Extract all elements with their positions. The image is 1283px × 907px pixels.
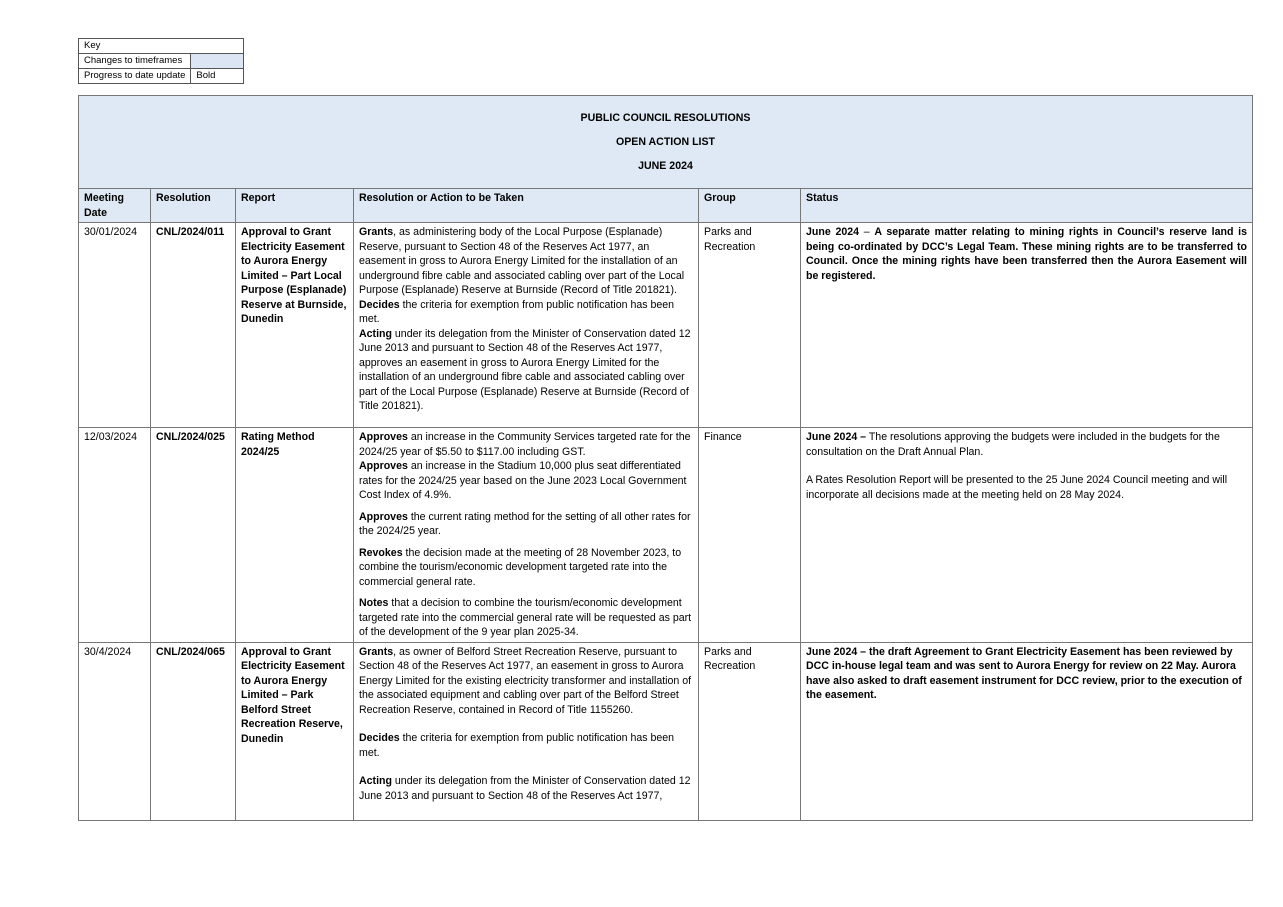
col-header: Resolution or Action to be Taken bbox=[354, 189, 699, 223]
report-title: Approval to Grant Electricity Easement to Aurora Energy Limited – Part Local Purpose (Esplanade) Reserve at Burnside, Dunedin bbox=[236, 223, 354, 428]
action-paragraph: Grants, as owner of Belford Street Recreation Reserve, pursuant to Section 48 of the Reserves Act 1977, an easement in gross to Aurora Energy Limited for the existing electricity transformer and installation of the associated equipment and cabling over part of the Belford Street Recreation Reserve, contained in Record of Title 1155260. bbox=[359, 645, 692, 716]
group: Finance bbox=[699, 428, 801, 643]
col-header: Status bbox=[801, 189, 1253, 223]
action-cell bbox=[354, 642, 699, 820]
banner-date: JUNE 2024 bbox=[638, 160, 693, 172]
action-paragraph: Acting under its delegation from the Minister of Conservation dated 12 June 2013 and pursuant to Section 48 of the Reserves Act 1977, bbox=[359, 775, 691, 802]
table-banner bbox=[79, 96, 1253, 189]
group: Parks and Recreation bbox=[699, 223, 801, 428]
action-paragraph: Decides the criteria for exemption from public notification has been met. bbox=[359, 298, 675, 325]
action-paragraph: Notes that a decision to combine the tourism/economic development targeted rate into the commercial general rate will be requested as part of the development of the 9 year plan 2025-34. bbox=[359, 597, 692, 638]
group: Parks and Recreation bbox=[699, 642, 801, 820]
key-label: Progress to date update bbox=[79, 69, 191, 84]
status-cell: June 2024 – A separate matter relating to mining rights in Council’s reserve land is being co-ordinated by DCC’s Legal Team. These mining rights are to be transferred to Council. Once the mining rights have been transferred then the Aurora Easement will be registered. bbox=[801, 223, 1253, 428]
table-row bbox=[79, 428, 1253, 643]
action-paragraph: Revokes the decision made at the meeting of 28 November 2023, to combine the tourism/economic development targeted rate into the commercial general rate. bbox=[359, 546, 682, 588]
action-paragraph: Approves the current rating method for the setting of all other rates for the 2024/25 year. bbox=[359, 510, 691, 537]
action-paragraph: Acting under its delegation from the Minister of Conservation dated 12 June 2013 and pursuant to Section 48 of the Reserves Act 1977, approves an easement in gross to Aurora Energy Limited for the installation of an underground fibre cable and associated cabling over part of the Local Purpose (Esplanade) Reserve at Burnside (Record of Title 201821). bbox=[359, 327, 691, 412]
key-swatch-timeframes bbox=[191, 54, 244, 69]
report-title: Rating Method 2024/25 bbox=[236, 428, 354, 643]
status-cell: June 2024 – The resolutions approving the budgets were included in the budgets for the consultation on the Draft Annual Plan. A Rates Resolution Report will be presented to the 25 June 2024 Council meeting and will incorporate all decisions made at the meeting held on 28 May 2024. bbox=[801, 428, 1253, 643]
action-paragraph: Approves an increase in the Community Services targeted rate for the 2024/25 year of $5.50 to $117.00 including GST. bbox=[359, 431, 691, 458]
col-header: Meeting Date bbox=[79, 189, 151, 223]
meeting-date: 30/01/2024 bbox=[79, 223, 151, 428]
banner-title: PUBLIC COUNCIL RESOLUTIONS bbox=[580, 112, 751, 124]
status-cell: June 2024 – the draft Agreement to Grant Electricity Easement has been reviewed by DCC in-house legal team and was sent to Aurora Energy for review on 22 May. Aurora have also asked to draft easement instrument for DCC review, prior to the execution of the easement. bbox=[801, 642, 1253, 820]
table-row bbox=[79, 642, 1253, 820]
meeting-date: 12/03/2024 bbox=[79, 428, 151, 643]
action-paragraph: Grants, as administering body of the Local Purpose (Esplanade) Reserve, pursuant to Section 48 of the Reserves Act 1977, an easement in gross to Aurora Energy Limited for the installation of an underground fibre cable and associated cabling over part of the Local Purpose (Esplanade) Reserve at Burnside (Record of Title 201821). bbox=[359, 226, 685, 296]
header-row bbox=[79, 189, 1253, 223]
action-cell bbox=[354, 428, 699, 643]
meeting-date: 30/4/2024 bbox=[79, 642, 151, 820]
action-cell bbox=[354, 223, 699, 428]
banner-subtitle: OPEN ACTION LIST bbox=[615, 136, 716, 148]
key-title: Key bbox=[79, 39, 244, 54]
col-header: Report bbox=[236, 189, 354, 223]
action-paragraph: Decides the criteria for exemption from public notification has been met. bbox=[359, 732, 675, 759]
action-paragraph: Approves an increase in the Stadium 10,000 plus seat differentiated rates for the 2024/25 year based on the June 2023 Local Government Cost Index of 4.9%. bbox=[359, 460, 687, 501]
resolution-id: CNL/2024/065 bbox=[151, 642, 236, 820]
key-table bbox=[78, 38, 244, 84]
resolution-id: CNL/2024/025 bbox=[151, 428, 236, 643]
resolution-id: CNL/2024/011 bbox=[151, 223, 236, 428]
key-value: Bold bbox=[191, 69, 244, 84]
col-header: Resolution bbox=[151, 189, 236, 223]
resolutions-table bbox=[78, 95, 1253, 821]
col-header: Group bbox=[699, 189, 801, 223]
key-label: Changes to timeframes bbox=[79, 54, 191, 69]
report-title: Approval to Grant Electricity Easement to Aurora Energy Limited – Park Belford Street Recreation Reserve, Dunedin bbox=[236, 642, 354, 820]
table-row bbox=[79, 223, 1253, 428]
